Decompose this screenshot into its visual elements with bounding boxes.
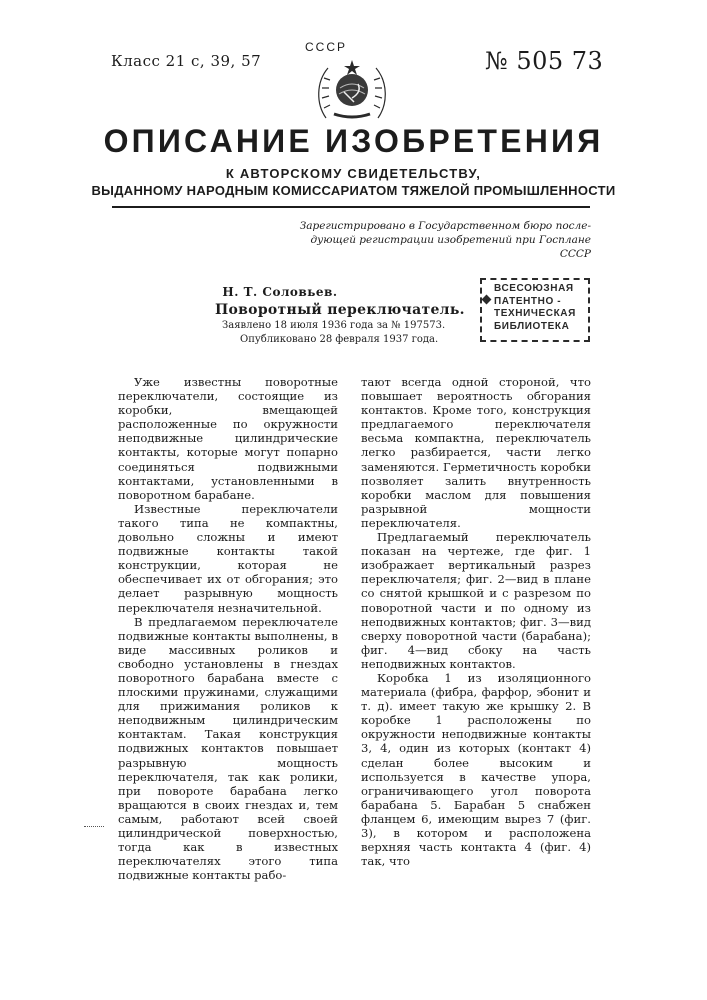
stamp-line-1: ВСЕСОЮЗНАЯ [494,283,584,296]
header-rule [112,206,590,208]
paragraph: Известные переключатели такого типа не компактны, довольно сложны и имеют подвижные контакты такой конструкции, которая не обеспечивает их от обгорания; это делает разрывную мощность переключателя незначительной. [118,502,338,615]
paragraph: Уже известны поворотные переключатели, состоящие из коробки, вмещающей расположенные по окружности неподвижные цилиндрические контакты, которые могут попарно соединяться подвижными контактами, установленными в поворотном барабане. [118,375,338,502]
margin-mark [84,826,104,827]
ussr-emblem [312,58,392,122]
registration-line-1: Зарегистрировано в Государственном бюро после- [280,219,591,233]
library-stamp [480,278,590,342]
filed-date: Заявлено 18 июля 1936 года за № 197573. [222,320,445,331]
subtitle-line-2: ВЫДАННОМУ НАРОДНЫМ КОМИССАРИАТОМ ТЯЖЕЛОЙ ПРОМЫШЛЕННОСТИ [0,183,707,198]
subtitle-line-1: К АВТОРСКОМУ СВИДЕТЕЛЬСТВУ, [0,166,707,181]
paragraph: В предлагаемом переключателе подвижные контакты выполнены, в виде массивных роликов и свободно установлены в гнездах поворотного барабана вместе с плоскими пружинами, служащими для прижимания роликов к неподвижным цилиндрическим контактам. Такая конструкция подвижных контактов повышает разрывную мощность переключателя, так как ролики, при повороте барабана легко вращаются в своих гнездах и, тем самым, работают всей своей цилиндрической поверхностью, тогда как в известных переключателях этого типа подвижные контакты рабо- [118,615,338,883]
stamp-line-3: ТЕХНИЧЕСКАЯ [494,308,584,321]
registration-note [280,219,591,261]
patent-number: № 505 73 [485,47,603,75]
stamp-line-2: ПАТЕНТНО - [494,296,584,309]
stamp-line-4: БИБЛИОТЕКА [494,321,584,334]
paragraph: Коробка 1 из изоляционного материала (фибра, фарфор, эбонит и т. д). имеет такую же крышку 2. В коробке 1 расположены по окружности неподвижные контакты 3, 4, один из которых (контакт 4) сделан более высоким и используется в качестве упора, ограничивающего угол поворота барабана 5. Барабан 5 снабжен фланцем 6, имеющим вырез 7 (фиг. 3), в котором и расположена верхняя часть контакта 4 (фиг. 4) так, что [361,671,591,868]
paragraph: Предлагаемый переключатель показан на чертеже, где фиг. 1 изображает вертикальный разрез переключателя; фиг. 2—вид в плане со снятой крышкой и с разрезом по поворотной части и по одному из неподвижных контактов; фиг. 3—вид сверху поворотной части (барабана); фиг. 4—вид сбоку на часть неподвижных контактов. [361,530,591,671]
published-date: Опубликовано 28 февраля 1937 года. [240,334,438,345]
invention-title: Поворотный переключатель. [215,302,475,318]
body-column-right [361,375,591,868]
country-label: СССР [305,40,347,54]
paragraph: тают всегда одной стороной, что повышает вероятность обгорания контактов. Кроме того, конструкция предлагаемого переключателя весьма компактна, переключатель легко разбирается, части легко заменяются. Герметичность коробки позволяет залить внутренность коробки маслом для повышения разрывной мощности переключателя. [361,375,591,530]
registration-line-2: дующей регистрации изобретений при Госплане СССР [280,233,591,261]
document-title: ОПИСАНИЕ ИЗОБРЕТЕНИЯ [0,123,707,160]
author-name: Н. Т. Соловьев. [205,285,355,299]
class-label: Класс 21 с, 39, 57 [111,52,261,70]
body-column-left [118,375,338,882]
